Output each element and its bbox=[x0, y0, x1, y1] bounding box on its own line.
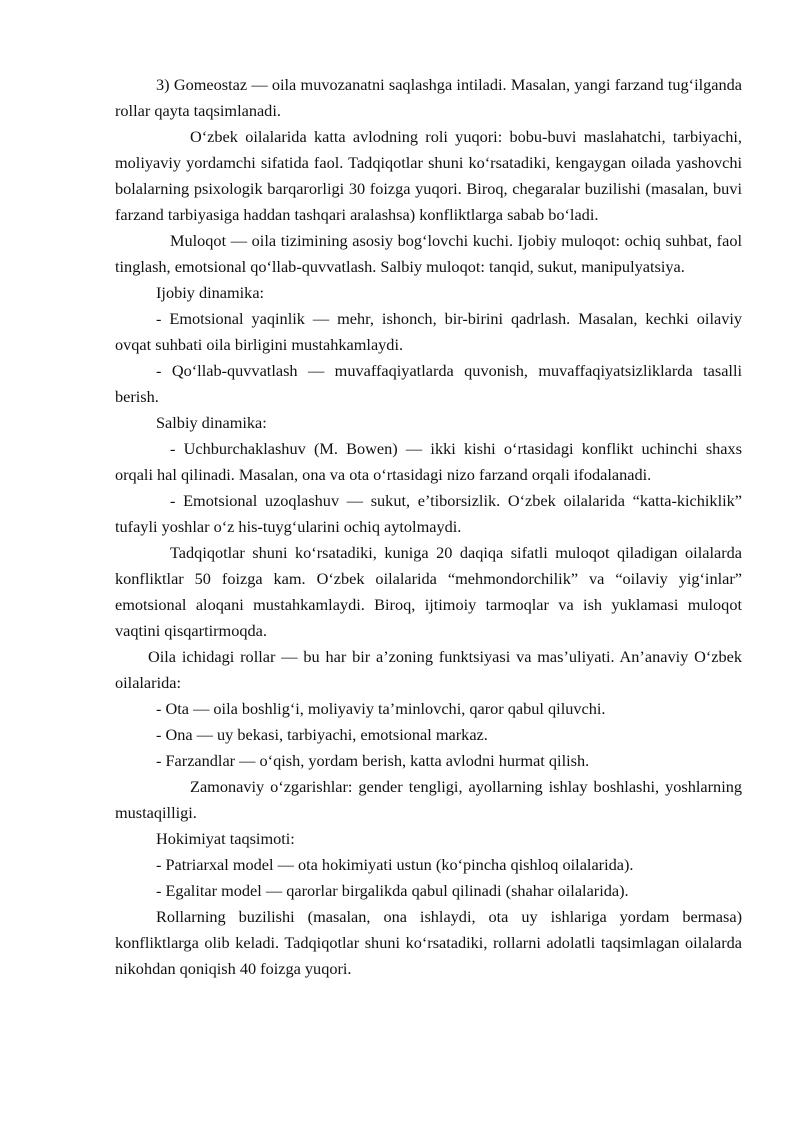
list-item-children: - Farzandlar — o‘qish, yordam berish, katta avlodni hurmat qilish. bbox=[156, 751, 590, 770]
heading-positive-dynamics: Ijobiy dinamika: bbox=[156, 283, 265, 302]
list-item-support: - Qo‘llab-quvvatlash — muvaffaqiyatlarda quvonish, muvaffaqiyatsizliklarda tasalli berish. bbox=[115, 361, 742, 406]
list-item-emotional-distance: - Emotsional uzoqlashuv — sukut, e’tiborsizlik. O‘zbek oilalarida “katta-kichiklik” tufayli yoshlar o‘z his-tuyg‘ularini ochiq aytolmaydi. bbox=[115, 491, 742, 536]
list-item-mother: - Ona — uy bekasi, tarbiyachi, emotsional markaz. bbox=[156, 725, 488, 744]
list-item-patriarchal-model: - Patriarxal model — ota hokimiyati ustun (ko‘pincha qishloq oilalarida). bbox=[156, 855, 634, 874]
paragraph-older-generation: O‘zbek oilalarida katta avlodning roli yuqori: bobu-buvi maslahatchi, tarbiyachi, moliyaviy yordamchi sifatida faol. Tadqiqotlar shuni ko‘rsatadiki, kengaygan oilada yashovchi bolalarning psixologik barqarorligi 30 foizga yuqori. Biroq, chegaralar buzilishi (masalan, buvi farzand tarbiyasiga haddan tashqari aralashsa) konfliktlarga sabab bo‘ladi. bbox=[115, 127, 742, 224]
list-item-emotional-closeness: - Emotsional yaqinlik — mehr, ishonch, bir-birini qadrlash. Masalan, kechki oilaviy ovqat suhbati oila birligini mustahkamlaydi. bbox=[115, 309, 742, 354]
list-item-triangulation: - Uchburchaklashuv (M. Bowen) — ikki kishi o‘rtasidagi konflikt uchinchi shaxs orqali hal qilinadi. Masalan, ona va ota o‘rtasidagi nizo farzand orqali ifodalanadi. bbox=[115, 439, 742, 484]
paragraph-family-roles: Oila ichidagi rollar — bu har bir a’zoning funktsiyasi va mas’uliyati. An’anaviy O‘zbek oilalarida: bbox=[115, 647, 742, 692]
list-item-father: - Ota — oila boshlig‘i, moliyaviy ta’minlovchi, qaror qabul qiluvchi. bbox=[156, 699, 606, 718]
paragraph-homeostasis: 3) Gomeostaz — oila muvozanatni saqlashga intiladi. Masalan, yangi farzand tug‘ilganda rollar qayta taqsimlanadi. bbox=[115, 75, 742, 120]
paragraph-role-disruption: Rollarning buzilishi (masalan, ona ishlaydi, ota uy ishlariga yordam bermasa) konfliktlarga olib keladi. Tadqiqotlar shuni ko‘rsatadiki, rollarni adolatli taqsimlagan oilalarda nikohdan qoniqish 40 foizga yuqori. bbox=[115, 907, 742, 978]
paragraph-research-communication: Tadqiqotlar shuni ko‘rsatadiki, kuniga 20 daqiqa sifatli muloqot qiladigan oilalarda konfliktlar 50 foizga kam. O‘zbek oilalarida “mehmondorchilik” va “oilaviy yig‘inlar” emotsional aloqani mustahkamlaydi. Biroq, ijtimoiy tarmoqlar va ish yuklamasi muloqot vaqtini qisqartirmoqda. bbox=[115, 543, 742, 640]
paragraph-communication: Muloqot — oila tizimining asosiy bog‘lovchi kuchi. Ijobiy muloqot: ochiq suhbat, faol tinglash, emotsional qo‘llab-quvvatlash. Salbiy muloqot: tanqid, sukut, manipulyatsiya. bbox=[115, 231, 742, 276]
heading-power-distribution: Hokimiyat taqsimoti: bbox=[156, 829, 295, 848]
list-item-egalitarian-model: - Egalitar model — qarorlar birgalikda qabul qilinadi (shahar oilalarida). bbox=[156, 881, 629, 900]
paragraph-modern-changes: Zamonaviy o‘zgarishlar: gender tengligi, ayollarning ishlay boshlashi, yoshlarning mustaqilligi. bbox=[115, 777, 742, 822]
heading-negative-dynamics: Salbiy dinamika: bbox=[156, 413, 267, 432]
